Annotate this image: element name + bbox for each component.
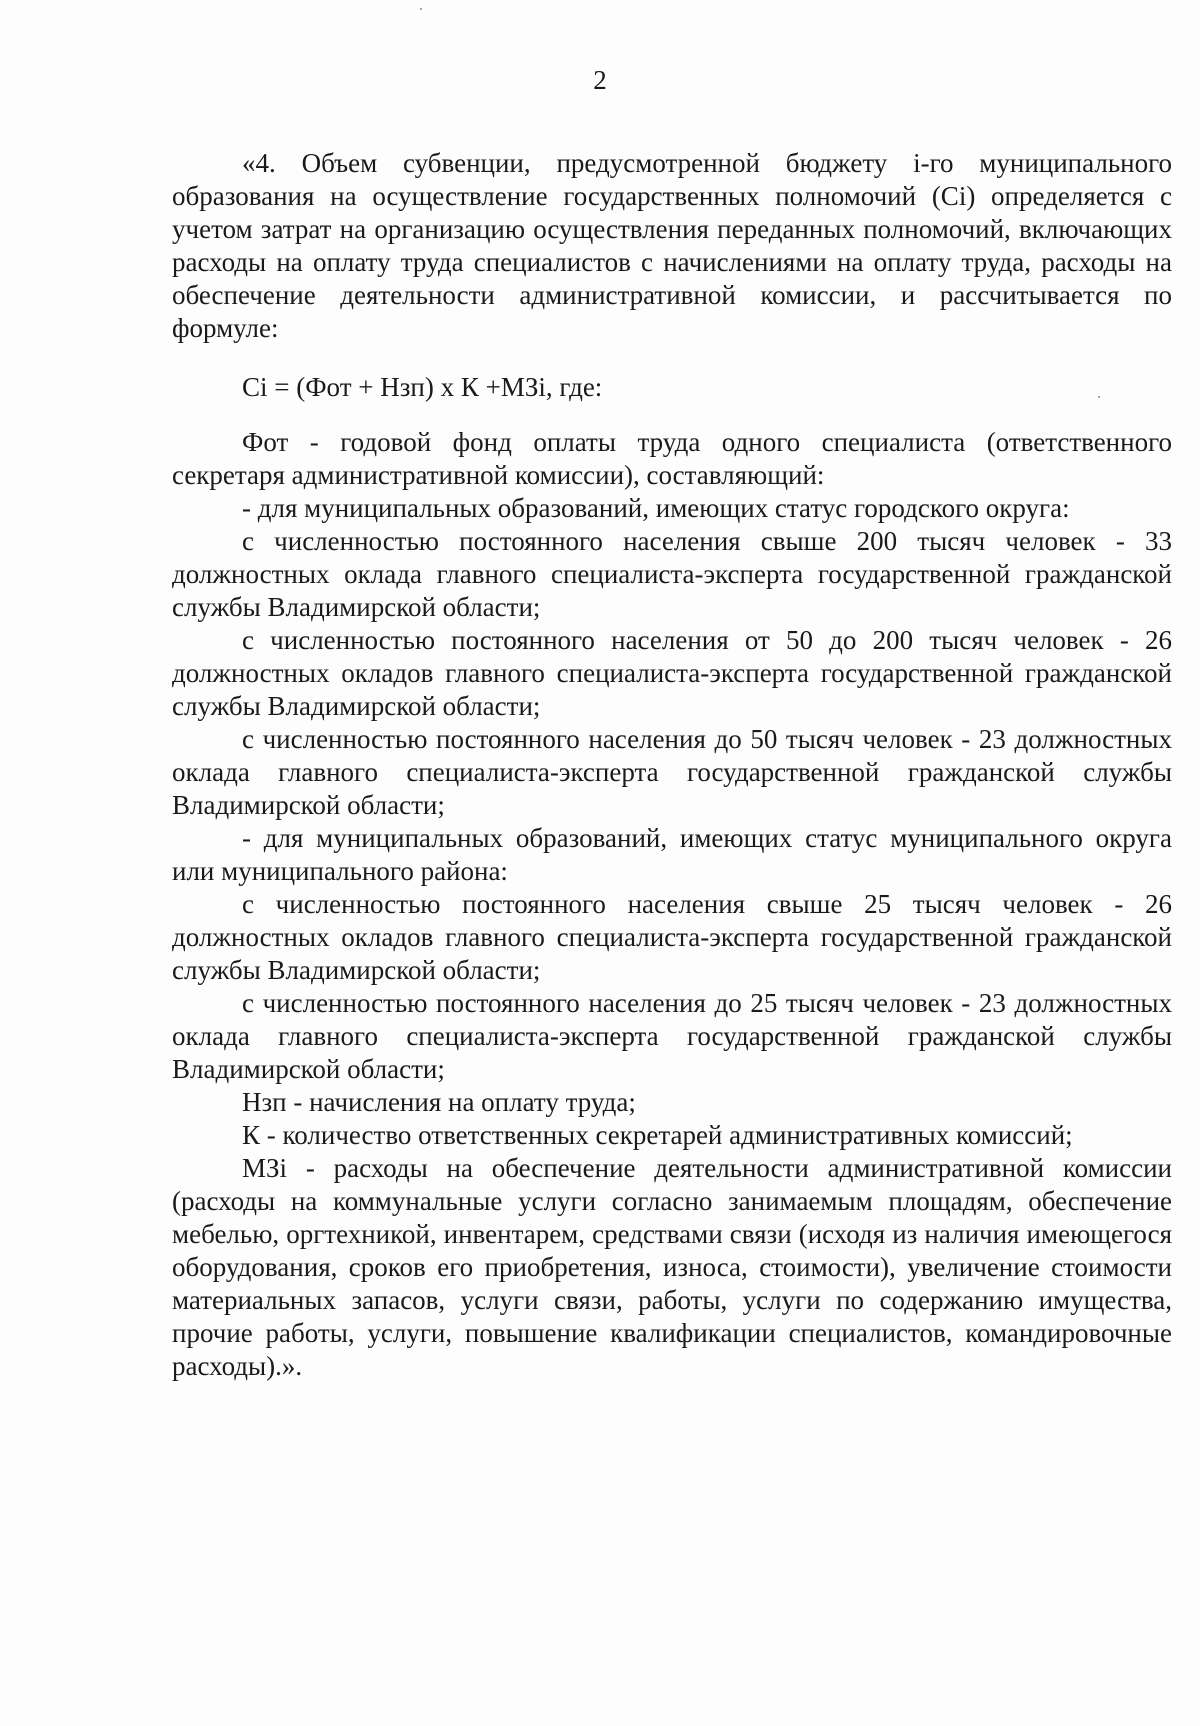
paragraph-city-over-200k: с численностью постоянного населения свыше 200 тысяч человек - 33 должностных оклада главного специалиста-эксперта государственной гражданской службы Владимирской области; — [172, 526, 1172, 622]
paragraph-city-50k-200k: с численностью постоянного населения от 50 до 200 тысяч человек - 26 должностных окладов главного специалиста-эксперта государственной гражданской службы Владимирской области; — [172, 625, 1172, 721]
paragraph-municipal-over-25k: с численностью постоянного населения свыше 25 тысяч человек - 26 должностных окладов главного специалиста-эксперта государственной гражданской службы Владимирской области; — [172, 889, 1172, 985]
paragraph-k-definition: К - количество ответственных секретарей административных комиссий; — [242, 1120, 1073, 1150]
page-number: 2 — [593, 65, 607, 95]
document-body — [172, 147, 1172, 1383]
scan-speck — [420, 8, 422, 10]
paragraph-nzp-definition: Нзп - начисления на оплату труда; — [242, 1087, 636, 1117]
formula: Ci = (Фот + Нзп) х К +МЗi, где: — [242, 372, 603, 402]
paragraph-municipal-under-25k: с численностью постоянного населения до 25 тысяч человек - 23 должностных оклада главного специалиста-эксперта государственной гражданской службы Владимирской области; — [172, 988, 1172, 1084]
paragraph-municipal-district: - для муниципальных образований, имеющих статус муниципального округа или муниципального района: — [172, 823, 1172, 886]
paragraph-subsidy-volume: «4. Объем субвенции, предусмотренной бюджету i-го муниципального образования на осуществление государственных полномочий (Ci) определяется с учетом затрат на организацию осуществления переданных полномочий, включающих расходы на оплату труда специалистов с начислениями на оплату труда, расходы на обеспечение деятельности административной комиссии, и рассчитывается по формуле: — [172, 148, 1172, 343]
paragraph-fot-definition: Фот - годовой фонд оплаты труда одного специалиста (ответственного секретаря административной комиссии), составляющий: — [172, 427, 1172, 490]
paragraph-city-district: - для муниципальных образований, имеющих статус городского округа: — [242, 493, 1070, 523]
paragraph-city-under-50k: с численностью постоянного населения до 50 тысяч человек - 23 должностных оклада главного специалиста-эксперта государственной гражданской службы Владимирской области; — [172, 724, 1172, 820]
paragraph-mz-definition: МЗi - расходы на обеспечение деятельности административной комиссии (расходы на коммунальные услуги согласно занимаемым площадям, обеспечение мебелью, оргтехникой, инвентарем, средствами связи (исходя из наличия имеющегося оборудования, сроков его приобретения, износа, стоимости), увеличение стоимости материальных запасов, услуги связи, работы, услуги по содержанию имущества, прочие работы, услуги, повышение квалификации специалистов, командировочные расходы).». — [172, 1153, 1172, 1381]
